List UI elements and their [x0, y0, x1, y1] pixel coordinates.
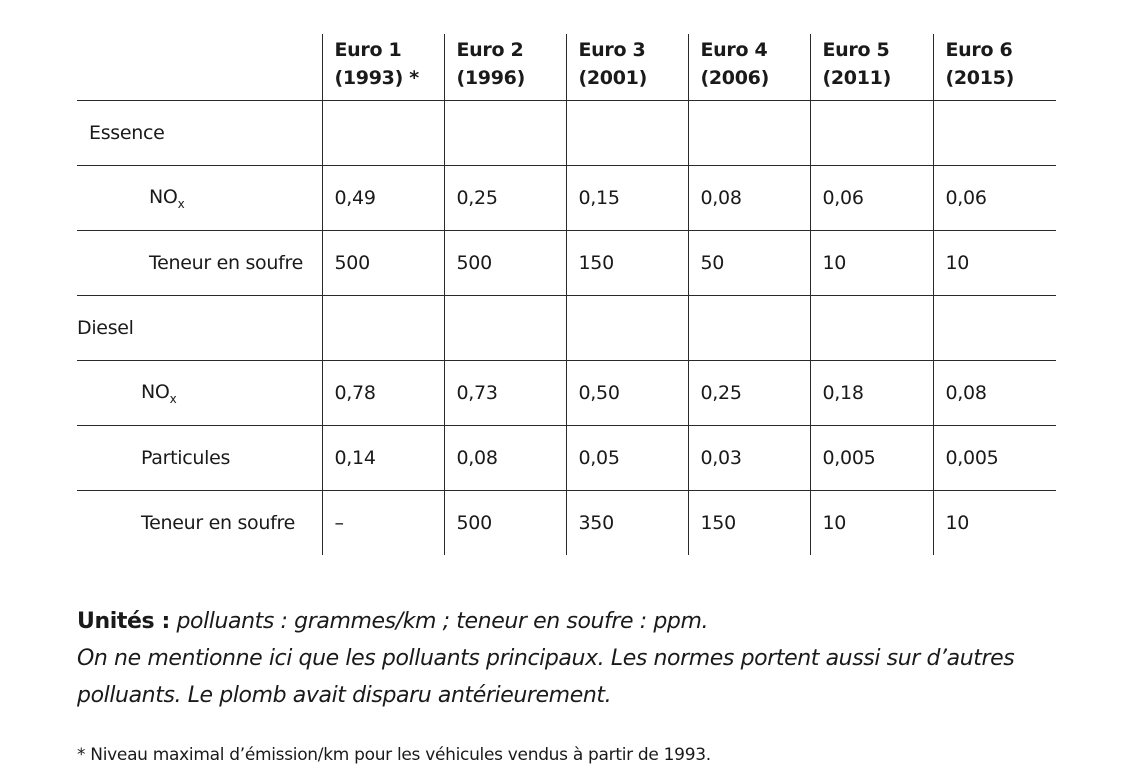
- value-cell: 0,49: [322, 166, 444, 231]
- value-cell: [688, 296, 810, 361]
- header-euro6: Euro 6 (2015): [933, 34, 1056, 101]
- value-cell: [688, 101, 810, 166]
- value-cell: [566, 296, 688, 361]
- table-header-row: [77, 34, 1056, 101]
- units-note: Unités : polluants : grammes/km ; teneur en soufre : ppm.: [77, 609, 709, 634]
- value-cell: [444, 101, 566, 166]
- value-cell: 50: [688, 231, 810, 296]
- table-row-diesel-soufre: [77, 491, 1056, 556]
- value-cell: 0,06: [810, 166, 933, 231]
- value-cell: 0,18: [810, 361, 933, 426]
- value-cell: 0,08: [933, 361, 1056, 426]
- row-label: $NO_x$: [77, 166, 322, 231]
- value-cell: [933, 296, 1056, 361]
- row-label: $NO_x$: [77, 361, 322, 426]
- table-row-diesel-nox: [77, 361, 1056, 426]
- value-cell: 10: [933, 231, 1056, 296]
- emission-standards-table: [77, 34, 1056, 555]
- row-label: Teneur en soufre: [77, 231, 322, 296]
- value-cell: 500: [322, 231, 444, 296]
- value-cell: 0,50: [566, 361, 688, 426]
- value-cell: [810, 296, 933, 361]
- note-line-2: On ne mentionne ici que les polluants principaux. Les normes portent aussi sur d’autres: [77, 646, 1015, 671]
- table-row-diesel-particules: [77, 426, 1056, 491]
- value-cell: [322, 296, 444, 361]
- row-label: Teneur en soufre: [141, 512, 296, 534]
- header-euro5: Euro 5 (2011): [810, 34, 933, 101]
- value-cell: [566, 101, 688, 166]
- value-cell: 150: [566, 231, 688, 296]
- section-label-diesel: Diesel: [77, 296, 322, 361]
- value-cell: 500: [444, 231, 566, 296]
- value-cell: 0,005: [933, 426, 1056, 491]
- value-cell: 500: [444, 491, 566, 556]
- value-cell: 0,78: [322, 361, 444, 426]
- value-cell: 0,25: [444, 166, 566, 231]
- note-line-3: polluants. Le plomb avait disparu antérieurement.: [77, 683, 612, 708]
- section-row-essence: [77, 101, 1056, 166]
- value-cell: –: [322, 491, 444, 556]
- value-cell: [444, 296, 566, 361]
- value-cell: 0,08: [688, 166, 810, 231]
- value-cell: 0,15: [566, 166, 688, 231]
- value-cell: 0,08: [444, 426, 566, 491]
- header-euro2: Euro 2 (1996): [444, 34, 566, 101]
- section-label-essence: Essence: [77, 101, 322, 166]
- table-row-essence-nox: [77, 166, 1056, 231]
- section-row-diesel: [77, 296, 1056, 361]
- value-cell: 0,05: [566, 426, 688, 491]
- value-cell: 0,005: [810, 426, 933, 491]
- value-cell: 10: [933, 491, 1056, 556]
- value-cell: 150: [688, 491, 810, 556]
- value-cell: [322, 101, 444, 166]
- notes-block: [77, 603, 1014, 714]
- value-cell: 350: [566, 491, 688, 556]
- header-euro4: Euro 4 (2006): [688, 34, 810, 101]
- header-euro3: Euro 3 (2001): [566, 34, 688, 101]
- header-empty-cell: [77, 34, 322, 101]
- value-cell: [810, 101, 933, 166]
- table-row-essence-soufre: [77, 231, 1056, 296]
- row-label: Particules: [77, 426, 322, 491]
- footnote: * Niveau maximal d’émission/km pour les véhicules vendus à partir de 1993.: [77, 745, 711, 765]
- value-cell: 0,06: [933, 166, 1056, 231]
- value-cell: 0,14: [322, 426, 444, 491]
- header-euro1: Euro 1 (1993) *: [322, 34, 444, 101]
- value-cell: 0,03: [688, 426, 810, 491]
- value-cell: [933, 101, 1056, 166]
- value-cell: 10: [810, 231, 933, 296]
- value-cell: 0,73: [444, 361, 566, 426]
- value-cell: 10: [810, 491, 933, 556]
- value-cell: 0,25: [688, 361, 810, 426]
